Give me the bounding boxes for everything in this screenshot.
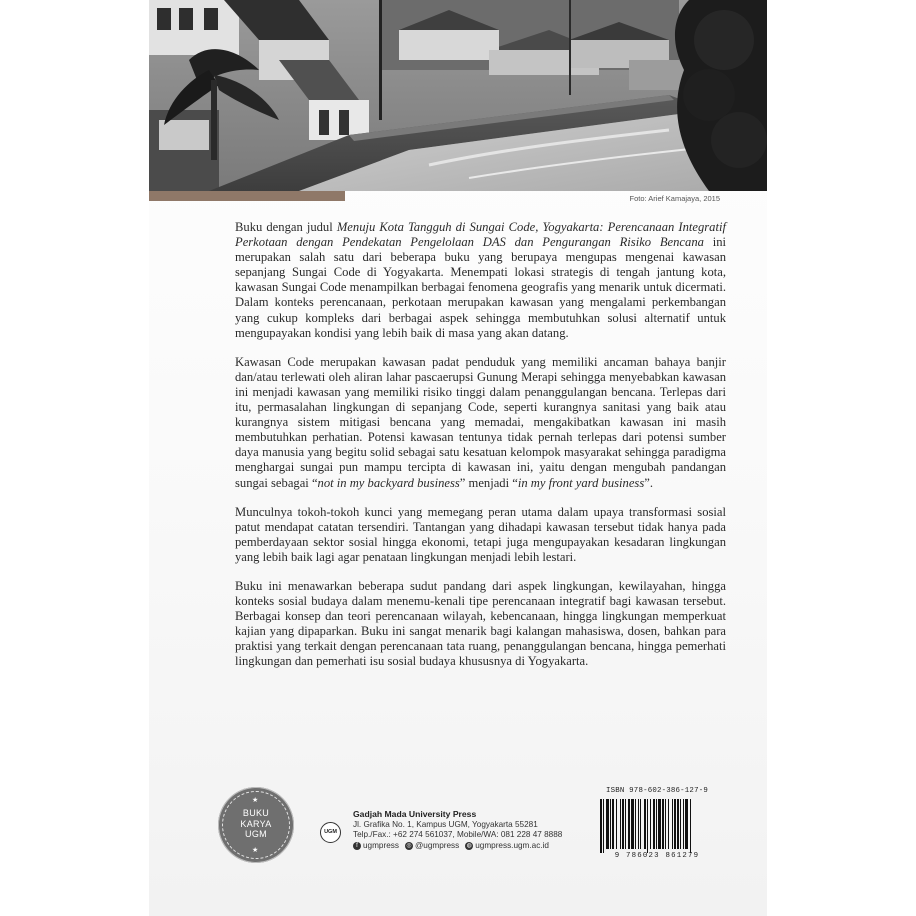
barcode-bar <box>616 799 617 849</box>
barcode-bar <box>690 799 691 853</box>
riverside-photo <box>149 0 767 191</box>
barcode-bar <box>674 799 676 849</box>
barcode-bar <box>638 799 639 849</box>
website-link[interactable] <box>465 841 549 852</box>
synopsis-paragraph-2 <box>235 355 726 491</box>
barcode-bar <box>628 799 630 849</box>
globe-icon: ◍ <box>466 843 472 850</box>
text-run: ” menjadi “ <box>459 475 518 490</box>
barcode-bar <box>658 799 661 849</box>
barcode-bar <box>683 799 684 849</box>
barcode-bar <box>644 799 646 849</box>
barcode-bar <box>600 799 602 853</box>
barcode-bar <box>650 799 651 849</box>
badge-line-1: BUKU <box>242 808 270 818</box>
barcode-bar <box>656 799 657 849</box>
book-back-cover <box>149 0 767 916</box>
synopsis-paragraph-1 <box>235 220 726 341</box>
barcode-bar <box>625 799 626 849</box>
website-url: ugmpress.ugm.ac.id <box>475 840 549 850</box>
star-icon: ★ <box>252 796 259 804</box>
synopsis <box>235 220 726 684</box>
publisher-address: Jl. Grafika No. 1, Kampus UGM, Yogyakarta 55281 <box>353 819 538 829</box>
barcode-bar <box>620 799 621 849</box>
text-run: Buku dengan judul <box>235 220 337 234</box>
italic-text: in my front yard business <box>517 475 645 490</box>
social-links <box>353 841 562 852</box>
photo-caption: Foto: Arief Kamajaya, 2015 <box>629 194 720 203</box>
barcode-bar <box>653 799 655 849</box>
publisher-name: Gadjah Mada University Press <box>353 809 477 819</box>
text-run: ”. <box>644 475 653 490</box>
barcode-bar <box>610 799 611 849</box>
text-run: Munculnya tokoh-tokoh kunci yang memegang peran utama dalam upaya transformasi sosial patut mendapat catatan tersendiri. Tantangan yang dihadapi kawasan tersebut tidak hanya pada pemberdayaan sektor sosial hingga ekonomi, tetapi juga mengupayakan kesadaran lingkungan yang lebih baik lagi agar penataan lingkungan menjadi lebih lestari. <box>235 504 726 564</box>
ugm-logo: UGM <box>320 822 341 843</box>
barcode-bar <box>603 799 604 853</box>
barcode-bar <box>622 799 624 849</box>
isbn-digits: 9 786023 861279 <box>614 852 700 860</box>
barcode-bar <box>606 799 609 849</box>
barcode-bar <box>672 799 673 849</box>
barcode-bar <box>680 799 681 849</box>
text-run: Buku ini menawarkan beberapa sudut pandang dari aspek lingkungan, kewilayahan, hingga konteks sosial budaya dalam menemu-kenali tipe perencanaan integratif bagi kawasan tersebut. Berbagai konsep dan teori perencanaan wilayah, kebencanaan, hingga lingkungan memperkuat kajian yang dipaparkan. Buku ini sangat menarik bagi kalangan mahasiswa, dosen, bahkan para praktisi yang terkait dengan perencanaan tata ruang, penanggulangan bencana, hingga pemerhati lingkungan dan pemerhati isu sosial budaya khususnya di Yogyakarta. <box>235 578 726 669</box>
facebook-icon: f <box>353 842 361 850</box>
cover-photo <box>149 0 767 191</box>
publisher-info <box>353 809 562 851</box>
italic-text: not in my backyard business <box>317 475 460 490</box>
isbn-block <box>594 787 720 860</box>
instagram-link[interactable] <box>405 841 459 852</box>
isbn-label: ISBN 978-602-386-127-9 <box>606 787 708 795</box>
publisher-contact: Telp./Fax.: +62 274 561037, Mobile/WA: 081 228 47 8888 <box>353 830 563 840</box>
italic-text: Menuju Kota Tangguh di Sungai Code, Yogyakarta: Perencanaan Integratif Perkotaan dengan Pendekatan Pengelolaan DAS dan Pengurangan Risiko Bencana <box>235 220 726 250</box>
barcode-bar <box>668 799 669 849</box>
instagram-icon: ◎ <box>406 843 412 850</box>
text-run: ini merupakan salah satu dari beberapa buku yang berupaya mengupas mengenai kawasan sepanjang Sungai Code di Yogyakarta. Menempati lokasi strategis di tengah jantung kota, kawasan Sungai Code menampilkan berbagai fenomena geografis yang menarik untuk dicermati. Dalam konteks perencanaan, perkotaan merupakan kawasan yang mengalami perkembangan yang cukup kompleks dari berbagai aspek sehingga membutuhkan solusi alternatif untuk mengupayakan kondisi yang lebih baik di masa yang akan datang. <box>235 235 726 340</box>
barcode-bar <box>677 799 679 849</box>
text-run: Kawasan Code merupakan kawasan padat penduduk yang memiliki ancaman bahaya banjir dan/atau terlewati oleh aliran lahar pascaerupsi Gunung Merapi sehingga menyebabkan kawasan ini menjadi kawasan yang memiliki risiko tinggi dalam penanggulangan bencana. Terlepas dari itu, permasalahan lingkungan di sepanjang Code, seperti kurangnya sanitasi yang baik atau kurangnya sistem mitigasi bencana yang memadai, mengakibatkan kawasan ini masih membutuhkan perhatian. Potensi kawasan tentunya tidak pernah terlepas dari potensi sumber daya manusia yang begitu solid sebagai satu kesatuan kelompok masyarakat sehingga paradigma menghargai sungai pun mampu tercipta di kawasan ini, yaitu dengan mengubah pandangan sungai sebagai “ <box>235 354 726 490</box>
barcode <box>594 797 720 853</box>
buku-karya-ugm-badge <box>218 787 294 863</box>
barcode-bar <box>635 799 636 849</box>
barcode-bar <box>631 799 634 849</box>
badge-line-2: KARYA <box>240 818 272 829</box>
synopsis-paragraph-3 <box>235 505 726 565</box>
instagram-handle: @ugmpress <box>414 840 460 850</box>
barcode-bar <box>685 799 688 849</box>
barcode-bar <box>665 799 666 849</box>
badge-label <box>218 808 294 840</box>
barcode-bar <box>640 799 641 849</box>
barcode-bar <box>647 799 648 853</box>
badge-line-3: UGM <box>245 829 267 839</box>
barcode-bar <box>662 799 664 849</box>
star-icon: ★ <box>252 846 259 854</box>
facebook-handle: ugmpress <box>363 840 399 850</box>
barcode-bar <box>612 799 614 849</box>
facebook-link[interactable] <box>353 841 399 852</box>
accent-bar <box>149 191 345 201</box>
synopsis-paragraph-4 <box>235 579 726 670</box>
